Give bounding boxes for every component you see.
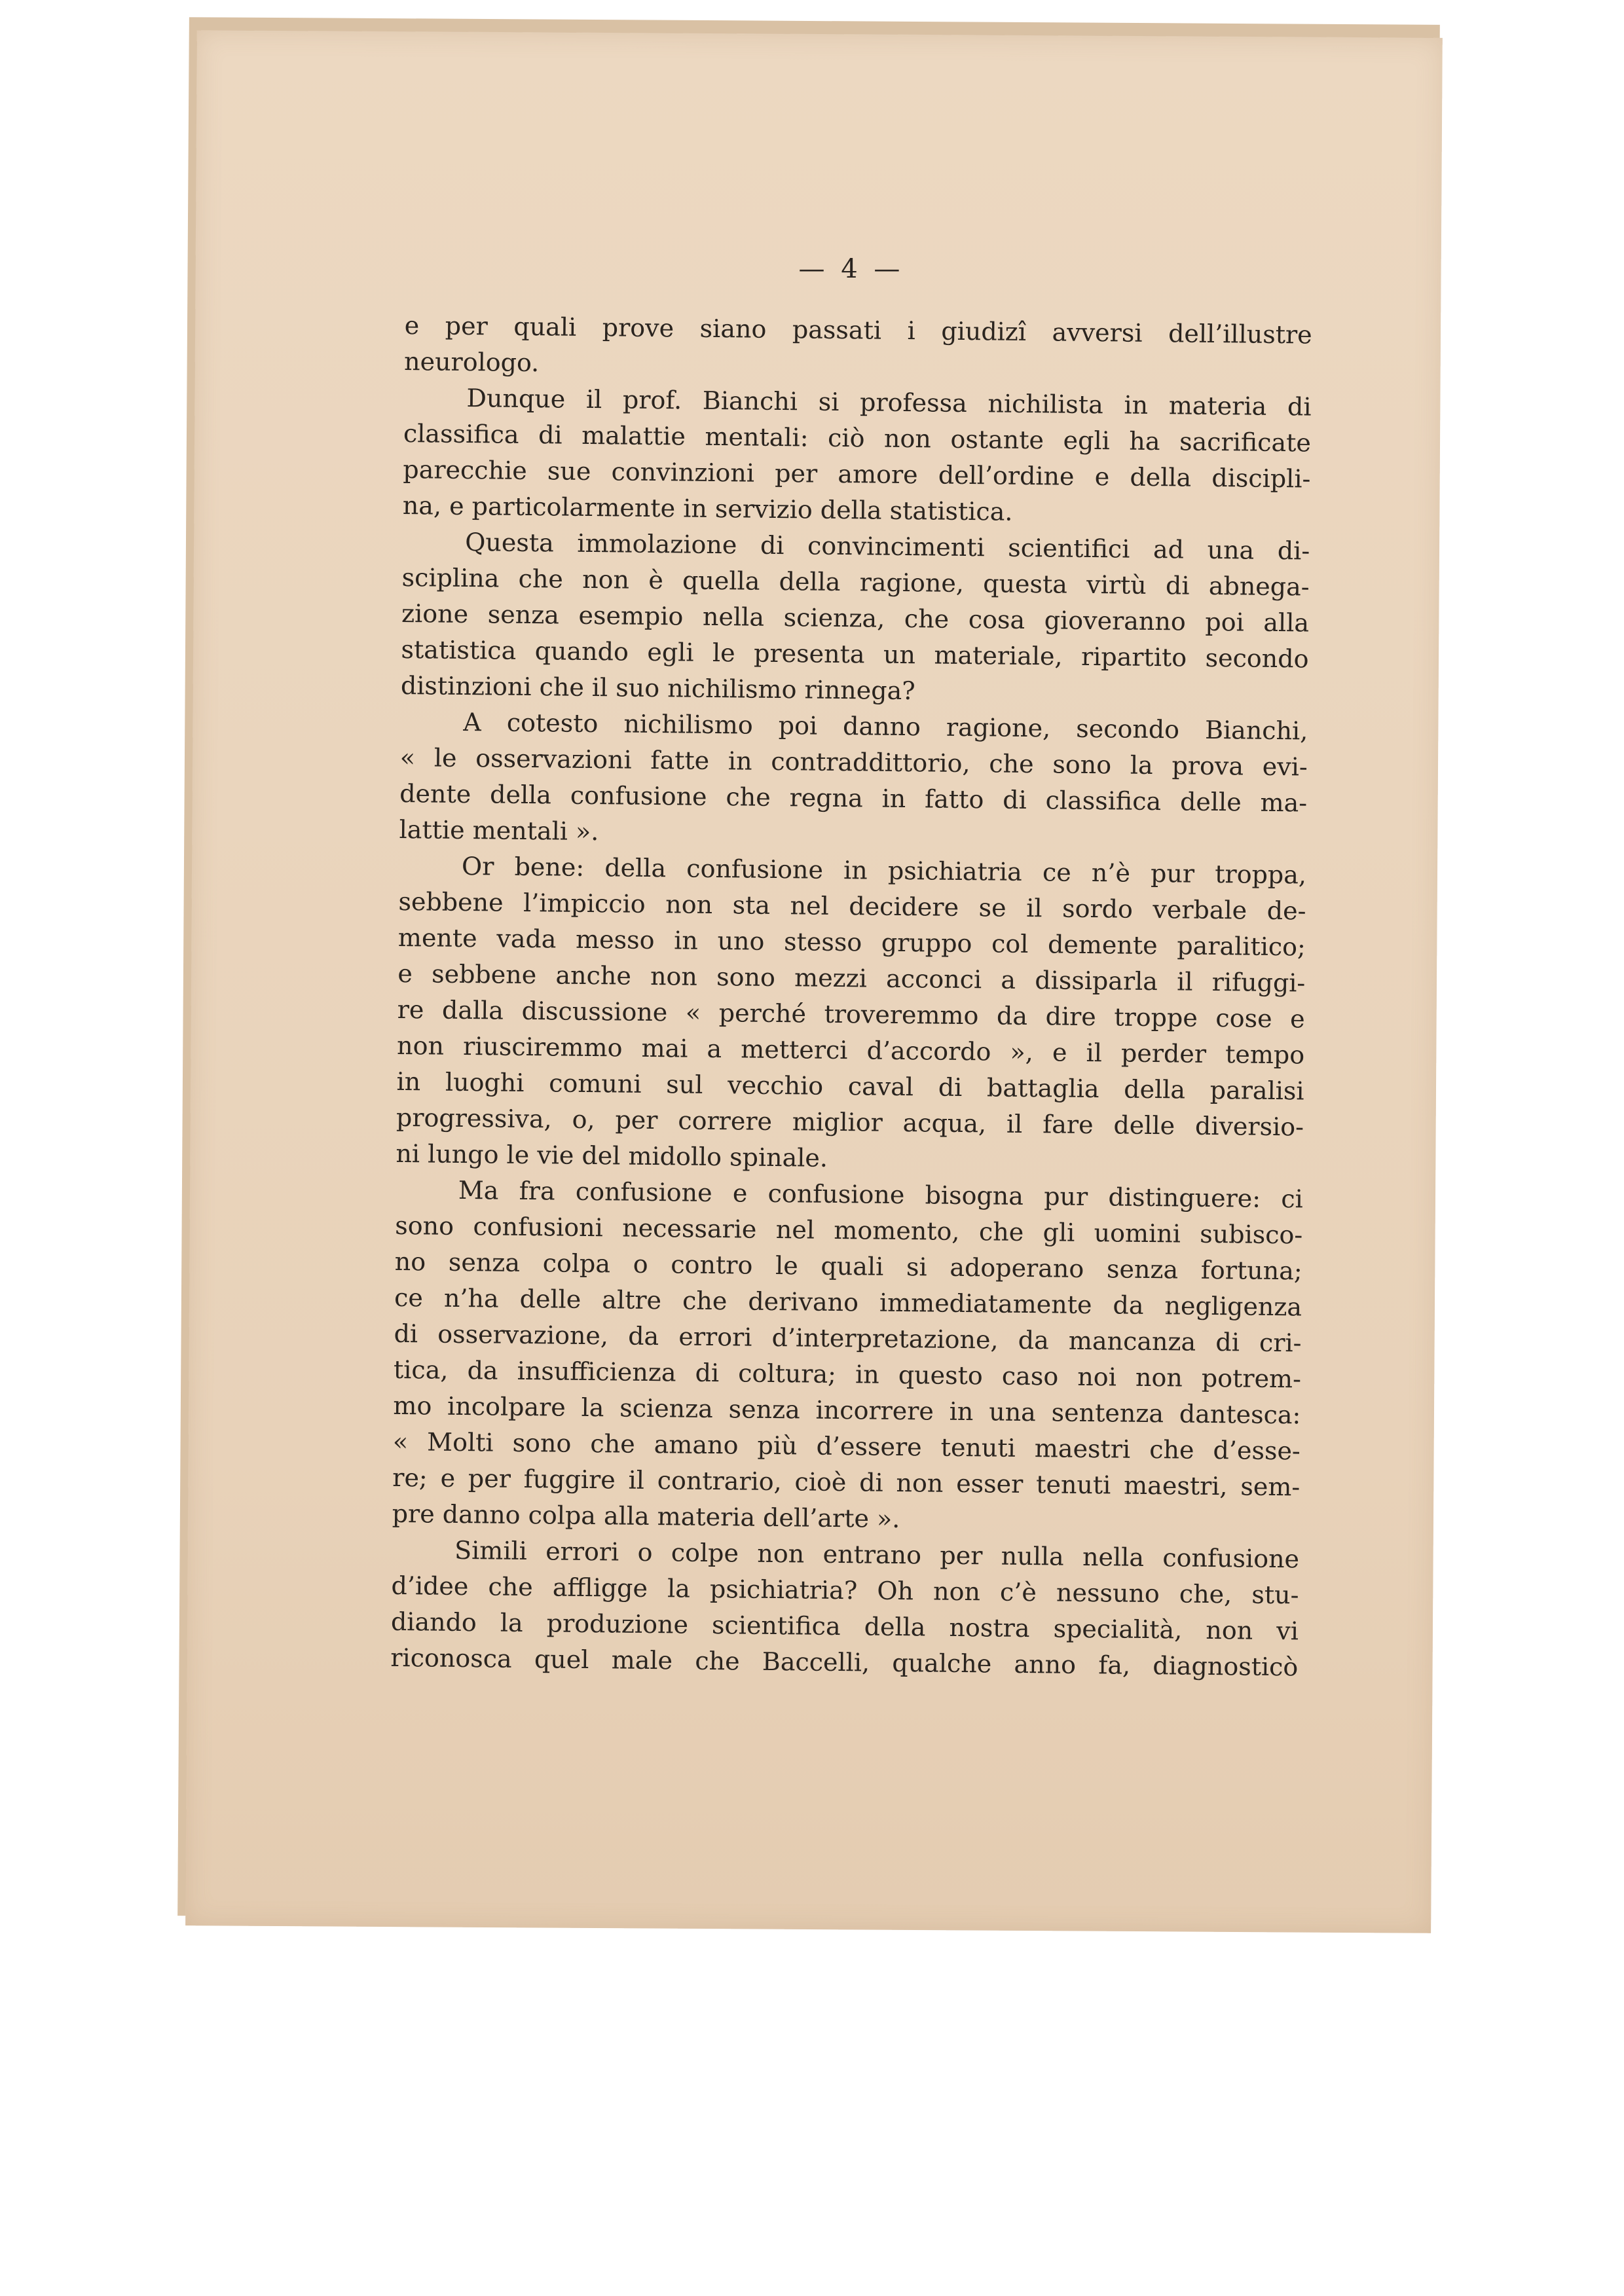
- text-line: no senza colpa o contro le quali si adoperano senza fortuna;: [394, 1247, 1302, 1286]
- text-line: riconosca quel male che Baccelli, qualche anno fa, diagnosticò: [390, 1643, 1299, 1682]
- text-line: ce n’ha delle altre che derivano immediatamente da negligenza: [394, 1283, 1302, 1322]
- text-line: zione senza esempio nella scienza, che cosa gioveranno poi alla: [401, 598, 1310, 638]
- text-line: pre danno colpa alla materia dell’arte ».: [392, 1499, 900, 1534]
- text-line: in luoghi comuni sul vecchio caval di battaglia della paralisi: [396, 1066, 1304, 1106]
- text-line: Dunque il prof. Bianchi si professa nichilista in materia di: [466, 383, 1312, 422]
- text-line: non riusciremmo mai a metterci d’accordo », e il perder tempo: [396, 1030, 1305, 1070]
- text-line: tica, da insufficienza di coltura; in questo caso noi non potrem-: [393, 1355, 1302, 1394]
- text-line: e sebbene anche non sono mezzi acconci a dissiparla il rifuggi-: [397, 958, 1306, 998]
- text-line: classifica di malattie mentali: ciò non ostante egli ha sacrificate: [403, 418, 1312, 458]
- text-line: mo incolpare la scienza senza incorrere in una sentenza dantesca:: [393, 1391, 1301, 1430]
- text-line: neurologo.: [403, 346, 540, 378]
- text-line: sciplina che non è quella della ragione, questa virtù di abnega-: [401, 562, 1310, 602]
- text-line: « Molti sono che amano più d’essere tenuti maestri che d’esse-: [392, 1427, 1301, 1466]
- text-line: re dalla discussione « perché troveremmo da dire troppe cose e: [397, 994, 1305, 1034]
- text-line: A cotesto nichilismo poi danno ragione, secondo Bianchi,: [463, 707, 1308, 746]
- text-line: Questa immolazione di convincimenti scientifici ad una di-: [465, 527, 1310, 566]
- text-line: di osservazione, da errori d’interpretazione, da mancanza di cri-: [394, 1319, 1302, 1358]
- text-line: Or bene: della confusione in psichiatria ce n’è pur troppa,: [461, 851, 1307, 890]
- text-line: statistica quando egli le presenta un materiale, ripartito secondo: [401, 634, 1309, 674]
- text-line: Ma fra confusione e confusione bisogna pur distinguere: ci: [458, 1175, 1304, 1214]
- page-number: — 4 —: [798, 254, 904, 284]
- text-line: na, e particolarmente in servizio della statistica.: [402, 490, 1013, 526]
- text-line: Simili errori o colpe non entrano per nulla nella confusione: [454, 1535, 1300, 1574]
- text-line: distinzioni che il suo nichilismo rinnega?: [400, 670, 915, 706]
- text-line: diando la produzione scientifica della nostra specialità, non vi: [390, 1607, 1299, 1646]
- text-line: dente della confusione che regna in fatto di classifica delle ma-: [399, 778, 1308, 818]
- text-line: progressiva, o, per correre miglior acqua, il fare delle diversio-: [396, 1102, 1304, 1142]
- text-line: ni lungo le vie del midollo spinale.: [396, 1139, 828, 1173]
- text-line: mente vada messo in uno stesso gruppo col demente paralitico;: [397, 922, 1306, 962]
- text-line: sono confusioni necessarie nel momento, che gli uomini subisco-: [395, 1211, 1303, 1250]
- text-line: d’idee che affligge la psichiatria? Oh non c’è nessuno che, stu-: [391, 1571, 1299, 1610]
- text-line: lattie mentali ».: [399, 814, 599, 847]
- text-line: sebbene l’impiccio non sta nel decidere se il sordo verbale de-: [398, 886, 1306, 926]
- text-line: re; e per fuggire il contrario, cioè di non esser tenuti maestri, sem-: [392, 1463, 1301, 1502]
- text-line: parecchie sue convinzioni per amore dell’ordine e della discipli-: [403, 454, 1311, 494]
- text-line: e per quali prove siano passati i giudizî avversi dell’illustre: [404, 310, 1312, 350]
- text-line: « le osservazioni fatte in contraddittorio, che sono la prova evi-: [399, 742, 1308, 782]
- body-text: [390, 308, 1312, 1685]
